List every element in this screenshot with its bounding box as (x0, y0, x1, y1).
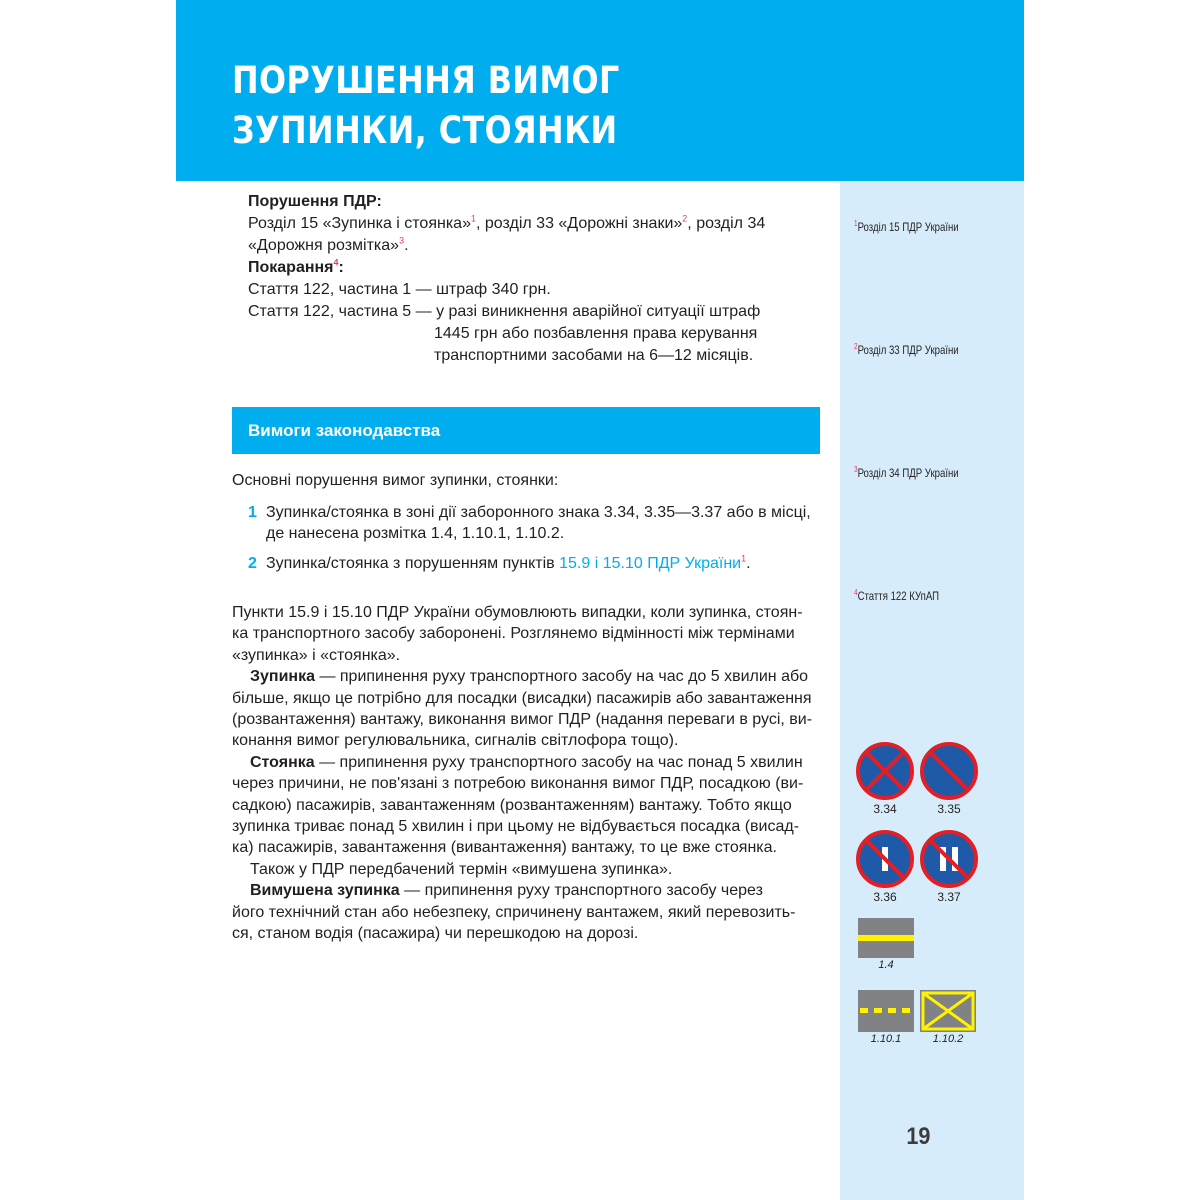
paragraph-stop: Зупинка — припинення руху транспортного засобу на час до 5 хвилин або більше, якщо це потрібно для посадки (висадки) пасажирів або завантаження (розвантаження) вантажу, виконання вимог ПДР (надання переваги в русі, ви- конання вимог регулювальника, сигналів світлофора тощо). (232, 668, 813, 750)
header-banner (176, 0, 1024, 181)
sidenote-1: $^1$Розділ 15 ПДР України (854, 219, 959, 234)
violation-line-2: «Дорожня розмітка»$^3$. (248, 235, 409, 254)
sign-label-3-34: 3.34 (873, 802, 897, 816)
title-line-1: ПОРУШЕННЯ ВИМОГ (232, 59, 620, 102)
sidenote-4: $^4$Стаття 122 КУпАП (854, 588, 940, 603)
paragraph-term: Також у ПДР передбачений термін «вимушена зупинка». (250, 860, 673, 878)
intro-text: Основні порушення вимог зупинки, стоянки: (232, 472, 559, 489)
marking-1-10-1-icon (858, 990, 914, 1032)
violation-line-1: Розділ 15 «Зупинка і стоянка»$^1$, розділ 33 «Дорожні знаки»$^2$, розділ 34 (248, 213, 766, 232)
sign-label-3-36: 3.36 (873, 890, 897, 904)
sidenote-2: $^2$Розділ 33 ПДР України (854, 342, 959, 357)
page-title (232, 56, 620, 156)
penalty-line-2: Стаття 122, частина 5 — у разі виникнення аварійної ситуації штраф (248, 303, 761, 320)
paragraph-forced-stop: Вимушена зупинка — припинення руху транспортного засобу через його технічний стан або небезпеку, спричинену вантажем, який перевозить- ся, станом водія (пасажира) чи перешкодою на дорозі. (232, 882, 796, 943)
marking-label-1-10-2: 1.10.2 (932, 1033, 964, 1045)
penalty-heading: Покарання$^4$: (248, 257, 344, 276)
title-line-2: ЗУПИНКИ, СТОЯНКИ (232, 109, 618, 152)
sign-no-stopping-icon (856, 742, 914, 800)
penalty-line-4: транспортними засобами на 6—12 місяців. (434, 347, 754, 364)
sidenote-3: $^3$Розділ 34 ПДР України (854, 465, 959, 480)
paragraph-1: Пункти 15.9 і 15.10 ПДР України обумовлюють випадки, коли зупинка, стоян- ка транспортного засобу заборонені. Розглянемо відмінності між термінами «зупинка» і «стоянка». (232, 604, 803, 664)
page (176, 0, 1024, 1200)
rules-link[interactable]: 15.9 і 15.10 ПДР України (559, 555, 742, 572)
violation-heading: Порушення ПДР: (248, 193, 382, 210)
penalty-line-3: 1445 грн або позбавлення права керування (434, 325, 758, 342)
list-item: 2 Зупинка/стоянка з порушенням пунктів 15.9 і 15.10 ПДР України$^1$. (248, 553, 751, 572)
marking-1-4-icon (858, 918, 914, 958)
sign-label-3-37: 3.37 (937, 890, 961, 904)
section-heading: Вимоги законодавства (248, 421, 441, 440)
sign-no-parking-icon (920, 742, 978, 800)
marking-label-1-4: 1.4 (878, 959, 894, 971)
list-item: 1 Зупинка/стоянка в зоні дії заборонного знака 3.34, 3.35—3.37 або в місці, де нанесена розмітка 1.4, 1.10.1, 1.10.2. (248, 504, 811, 542)
paragraph-parking: Стоянка — припинення руху транспортного засобу на час понад 5 хвилин через причини, не пов'язані з потребою виконання вимог ПДР, посадкою (ви- садкою) пасажирів, завантаженням (розвантаженням) вантажу. Тобто якщо зупинка триває понад 5 хвилин і при цьому не відбувається посадка (висад- ка) пасажирів, завантаження (вивантаження) вантажу, то це вже стоянка. (232, 753, 804, 857)
sign-no-parking-even-days-icon (920, 830, 978, 888)
penalty-line-1: Стаття 122, частина 1 — штраф 340 грн. (248, 281, 551, 298)
violations-list (248, 502, 822, 583)
sign-label-3-35: 3.35 (937, 802, 961, 816)
marking-label-1-10-1: 1.10.1 (870, 1033, 902, 1045)
section-heading-bar (232, 407, 820, 454)
marking-1-10-2-icon (920, 990, 976, 1032)
body-text (232, 602, 820, 945)
sidebar-notes (840, 181, 1024, 1200)
sign-no-parking-odd-days-icon (856, 830, 914, 888)
violation-block (248, 191, 828, 367)
page-number: 19 (906, 1123, 931, 1150)
